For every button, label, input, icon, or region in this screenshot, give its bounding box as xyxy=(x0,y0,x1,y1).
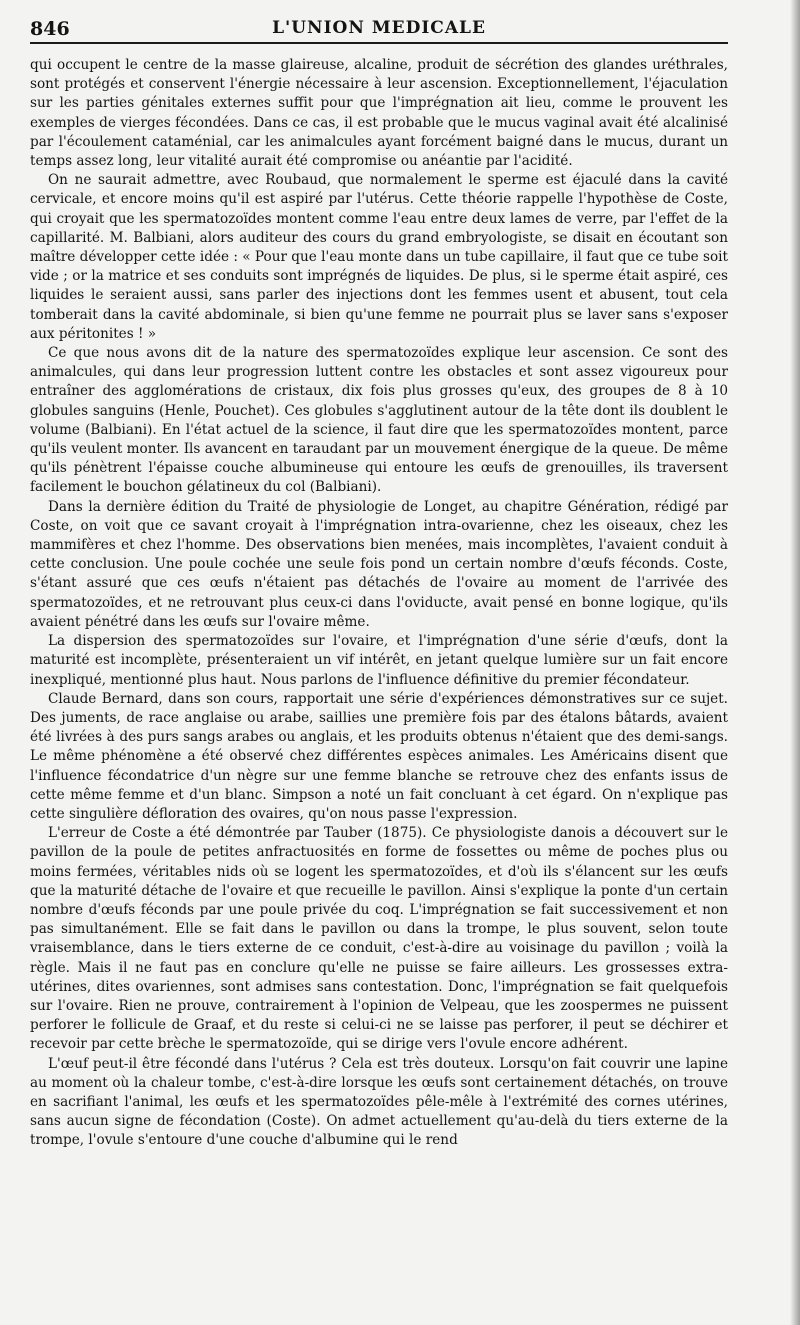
paragraph-5: La dispersion des spermatozoïdes sur l'ovaire, et l'imprégnation d'une série d'œufs, dont la maturité est incomplète, présenteraient un vif intérêt, en jetant quelque lumière sur un fait encore inexpliqué, mentionné plus haut. Nous parlons de l'influence définitive du premier fécondateur. xyxy=(30,633,728,688)
paragraph-3: Ce que nous avons dit de la nature des spermatozoïdes explique leur ascension. Ce sont des animalcules, qui dans leur progression luttent contre les obstacles et sont assez vigoureux pour entraîner des agglomérations de cristaux, dix fois plus grosses qu'eux, des groupes de 8 à 10 globules sanguins (Henle, Pouchet). Ces globules s'agglutinent autour de la tête dont ils doublent le volume (Balbiani). En l'état actuel de la science, il faut dire que les spermatozoïdes montent, parce qu'ils veulent monter. Ils avancent en taraudant par un mouvement énergique de la queue. De même qu'ils pénètrent l'épaisse couche albumineuse qui entoure les œufs de grenouilles, ils traversent facilement le bouchon gélatineux du col (Balbiani). xyxy=(30,345,728,496)
paragraph-1: qui occupent le centre de la masse glaireuse, alcaline, produit de sécrétion des glandes uréthrales, sont protégés et conservent l'énergie nécessaire à leur ascension. Exceptionnellement, l'éjaculation sur les parties génitales externes suffit pour que l'imprégnation ait lieu, comme le prouvent les exemples de vierges fécondées. Dans ce cas, il est probable que le mucus vaginal avait été alcalinisé par l'écoulement cataménial, car les animalcules ayant forcément baigné dans le mucus, durant un temps assez long, leur vitalité aurait été compromise ou anéantie par l'acidité. xyxy=(30,57,728,170)
paragraph-7: L'erreur de Coste a été démontrée par Tauber (1875). Ce physiologiste danois a découvert sur le pavillon de la poule de petites anfractuosités en forme de fossettes ou même de poches plus ou moins fermées, véritables nids où se logent les spermatozoïdes, et d'où ils s'élancent sur les œufs que la maturité détache de l'ovaire et que recueille le pavillon. Ainsi s'explique la ponte d'un certain nombre d'œufs féconds par une poule privée du coq. L'imprégnation se fait successivement et non pas simultanément. Elle se fait dans le pavillon ou dans la trompe, le plus souvent, selon toute vraisemblance, dans le tiers externe de ce conduit, c'est-à-dire au voisinage du pavillon ; voilà la règle. Mais il ne faut pas en conclure qu'elle ne puisse se faire ailleurs. Les grossesses extra-utérines, dites ovariennes, sont admises sans contestation. Donc, l'imprégnation se fait quelquefois sur l'ovaire. Rien ne prouve, contrairement à l'opinion de Velpeau, que les zoospermes ne puissent perforer le follicule de Graaf, et du reste si celui-ci ne se laisse pas perforer, il peut se déchirer et recevoir par cette brèche le spermatozoïde, qui se dirige vers l'ovule encore adhérent. xyxy=(30,825,728,1053)
paragraph-6: Claude Bernard, dans son cours, rapportait une série d'expériences démonstratives sur ce sujet. Des juments, de race anglaise ou arabe, saillies une première fois par des étalons bâtards, avaient été livrées à des purs sangs arabes ou anglais, et les produits obtenus n'étaient que des demi-sangs. Le même phénomène a été observé chez différentes espèces animales. Les Américains disent que l'influence fécondatrice d'un nègre sur une femme blanche se retrouve chez des enfants issus de cette même femme et d'un blanc. Simpson a noté un fait concluant à cet égard. On n'explique pas cette singulière défloration des ovaires, qu'on nous passe l'expression. xyxy=(30,690,728,822)
article-body xyxy=(30,56,728,1151)
page-edge-shadow xyxy=(790,0,800,1325)
paragraph-4: Dans la dernière édition du Traité de physiologie de Longet, au chapitre Génération, rédigé par Coste, on voit que ce savant croyait à l'imprégnation intra-ovarienne, chez les oiseaux, chez les mammifères et chez l'homme. Des observations bien menées, mais incomplètes, l'avaient conduit à cette conclusion. Une poule cochée une seule fois pond un certain nombre d'œufs féconds. Coste, s'étant assuré que ces œufs n'étaient pas détachés de l'ovaire au moment de l'arrivée des spermatozoïdes, et ne retrouvant plus ceux-ci dans l'oviducte, avait pensé en bonne logique, qu'ils avaient pénétré dans les œufs sur l'ovaire même. xyxy=(30,498,728,630)
paragraph-2: On ne saurait admettre, avec Roubaud, que normalement le sperme est éjaculé dans la cavité cervicale, et encore moins qu'il est aspiré par l'utérus. Cette théorie rappelle l'hypothèse de Coste, qui croyait que les spermatozoïdes montent comme l'eau entre deux lames de verre, par l'effet de la capillarité. M. Balbiani, alors auditeur des cours du grand embryologiste, se disait en écoutant son maître développer cette idée : « Pour que l'eau monte dans un tube capillaire, il faut que ce tube soit vide ; or la matrice et ses conduits sont imprégnés de liquides. De plus, si le sperme était aspiré, ces liquides le seraient aussi, sans parler des injections dont les femmes usent et abusent, tout cela tomberait dans la cavité abdominale, si bien qu'une femme ne pourrait plus se laver sans s'exposer aux péritonites ! » xyxy=(30,172,728,342)
page-number: 846 xyxy=(30,18,70,40)
page-header xyxy=(30,14,728,44)
journal-title: L'UNION MEDICALE xyxy=(272,18,486,38)
paragraph-8: L'œuf peut-il être fécondé dans l'utérus ? Cela est très douteux. Lorsqu'on fait couvrir une lapine au moment où la chaleur tombe, c'est-à-dire lorsque les œufs sont certainement détachés, on trouve en sacrifiant l'animal, les œufs et les spermatozoïdes pêle-mêle à l'extrémité des cornes utérines, sans aucun signe de fécondation (Coste). On admet actuellement qu'au-delà du tiers externe de la trompe, l'ovule s'entoure d'une couche d'albumine qui le rend xyxy=(30,1055,728,1149)
